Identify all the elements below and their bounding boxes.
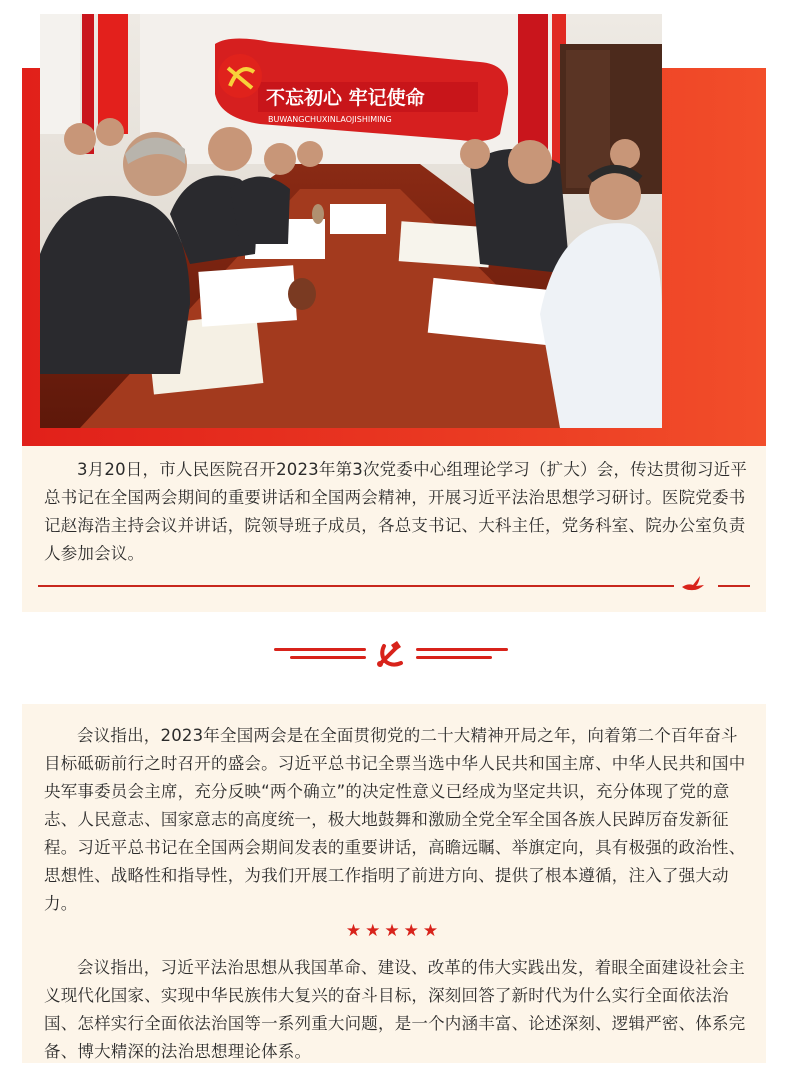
party-emblem-icon <box>374 636 408 670</box>
banner-slogan: 不忘初心 牢记使命 <box>266 87 425 109</box>
section-divider <box>270 636 510 672</box>
photo-caption: 3月20日，市人民医院召开2023年第3次党委中心组理论学习（扩大）会，传达贯彻习近平总书记在全国两会期间的重要讲话和全国两会精神，开展习近平法治思想学习研讨。医院党委书记赵海浩主持会议并讲话，院领导班子成员，各总支书记、大科主任，党务科室、院办公室负责人参加会议。 <box>44 460 748 563</box>
meeting-photo <box>40 14 662 428</box>
caption-divider-line <box>38 585 674 587</box>
banner-pinyin: BUWANGCHUXINLAOJISHIMING <box>268 115 392 124</box>
body-paragraph: 会议指出，习近平法治思想从我国革命、建设、改革的伟大实践出发，着眼全面建设社会主义现代化国家、实现中华民族伟大复兴的奋斗目标，深刻回答了新时代为什么实行全面依法治国、怎样实行全面依法治国等一系列重大问题，是一个内涵丰富、论述深刻、逻辑严密、体系完备、博大精深的法治思想理论体系。 <box>44 958 746 1061</box>
dove-icon <box>680 573 706 595</box>
body-paragraph: 会议指出，2023年全国两会是在全面贯彻党的二十大精神开局之年，向着第二个百年奋斗目标砥砺前行之时召开的盛会。习近平总书记全票当选中华人民共和国主席、中华人民共和国中央军事委员会主席，充分反映“两个确立”的决定性意义已经成为坚定共识，充分体现了党的意志、人民意志、国家意志的高度统一，极大地鼓舞和激励全党全军全国各族人民踔厉奋发新征程。习近平总书记在全国两会期间发表的重要讲话，高瞻远瞩、举旗定向，具有极强的政治性、思想性、战略性和指导性，为我们开展工作指明了前进方向、提供了根本遵循，注入了强大动力。 <box>44 726 746 913</box>
star-separator: ★★★★★ <box>345 921 443 941</box>
caption-divider-line-right <box>718 585 750 587</box>
